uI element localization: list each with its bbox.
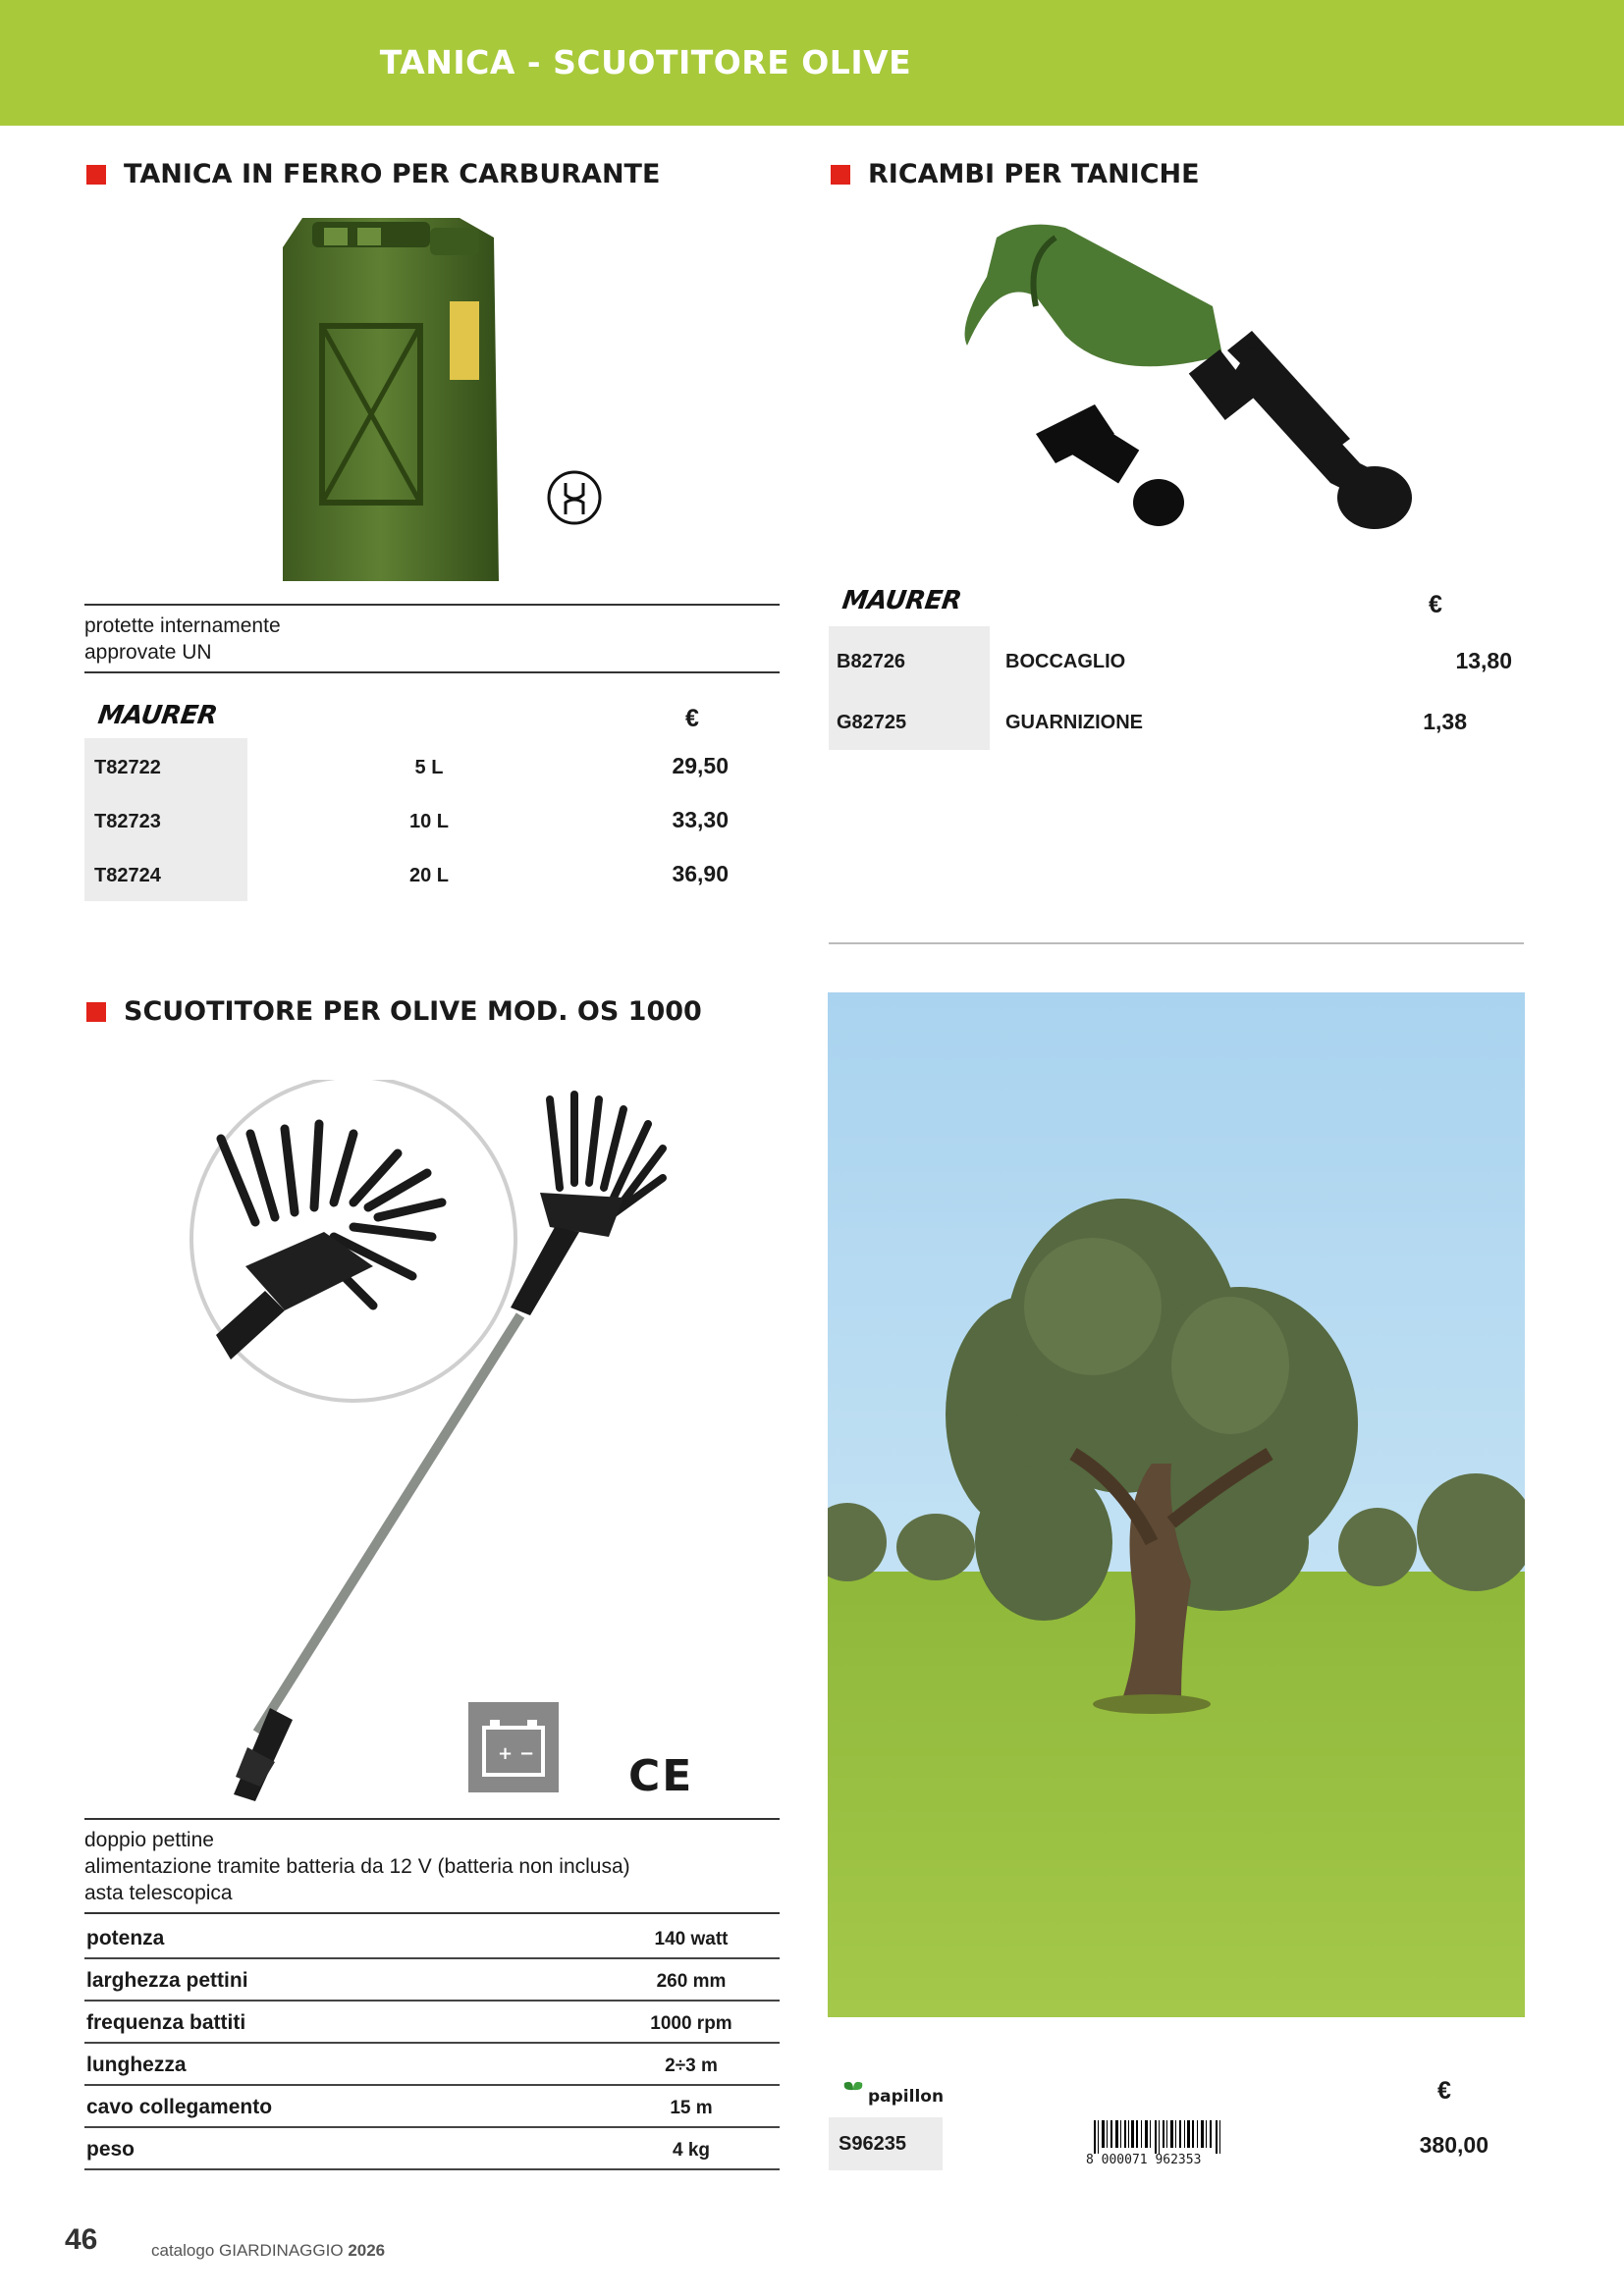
divider [84,604,780,606]
spec-label: potenza [86,1927,165,1949]
spec-value: 140 watt [654,1929,729,1949]
footer-year: 2026 [348,2241,386,2260]
desc-line: protette internamente [84,614,281,637]
barcode-bars-icon [1086,2120,1233,2154]
product-price: 1,38 [1423,709,1467,734]
spec-value: 2÷3 m [665,2056,718,2076]
red-square-icon [831,165,850,185]
tanica-description [84,613,281,666]
currency-symbol: € [685,705,699,732]
spec-label: larghezza pettini [86,1969,248,1992]
desc-line: doppio pettine [84,1829,214,1851]
divider [84,1912,780,1914]
section-title-text: RICAMBI PER TANICHE [868,159,1200,189]
spec-value: 15 m [670,2098,713,2118]
olive-tree-photo [828,992,1525,2017]
barcode-number: 8 000071 962353 [1086,2153,1202,2167]
product-code: T82723 [94,810,161,832]
spec-row [84,2044,780,2086]
barcode [1086,2120,1233,2167]
maurer-logo: MAURER [839,586,963,615]
spec-row [84,1917,780,1959]
footer-catalog-name: catalogo GIARDINAGGIO [151,2241,344,2260]
product-name: BOCCAGLIO [1005,650,1126,672]
product-price: 36,90 [672,861,729,886]
product-code: B82726 [837,650,906,672]
section-divider [829,942,1524,944]
product-size: 5 L [414,756,444,778]
currency-symbol: € [1429,591,1442,618]
desc-line: asta telescopica [84,1882,233,1904]
desc-line: alimentazione tramite batteria da 12 V (batteria non inclusa) [84,1855,630,1878]
svg-text:−: − [519,1743,535,1764]
spec-value: 1000 rpm [650,2013,732,2034]
section-title-scuotitore [86,996,702,1027]
spout-image [957,218,1438,542]
footer-catalog-label [151,2241,385,2261]
product-code: T82724 [94,864,161,886]
divider [84,1818,780,1820]
product-name: GUARNIZIONE [1005,711,1143,733]
spec-value: 260 mm [656,1971,727,1992]
section-title-tanica [86,159,660,189]
product-code: T82722 [94,756,161,778]
spec-label: cavo collegamento [86,2096,273,2118]
product-size: 20 L [408,864,450,886]
product-size: 10 L [408,810,450,832]
page-number: 46 [65,2223,98,2256]
currency-symbol: € [1437,2077,1451,2105]
spec-label: frequenza battiti [86,2011,246,2034]
spec-row [84,2086,780,2128]
product-price: 29,50 [672,753,729,778]
section-title-text: SCUOTITORE PER OLIVE MOD. OS 1000 [124,996,702,1027]
papillon-brand-text: papillon [868,2087,945,2107]
product-code: S96235 [829,2117,943,2170]
jerry-can-image [263,208,528,593]
product-price: 380,00 [1419,2132,1489,2158]
spec-row [84,1959,780,2002]
scuotitore-description [84,1827,630,1906]
un-certification-icon [546,469,603,526]
leaf-icon [842,2079,864,2101]
battery-icon [468,1702,559,1792]
papillon-logo [842,2073,944,2107]
product-price: 33,30 [672,807,729,832]
spec-label: lunghezza [86,2054,187,2076]
spec-value: 4 kg [672,2140,711,2161]
product-code: G82725 [837,711,907,733]
divider [84,671,780,673]
ce-mark-icon: CE [628,1751,694,1801]
product-price: 13,80 [1455,648,1512,673]
spec-label: peso [86,2138,135,2161]
section-title-ricambi [831,159,1200,189]
desc-line: approvate UN [84,641,212,664]
spec-row [84,2002,780,2044]
spec-row [84,2128,780,2170]
red-square-icon [86,165,106,185]
section-title-text: TANICA IN FERRO PER CARBURANTE [124,159,661,189]
red-square-icon [86,1002,106,1022]
svg-text:+: + [498,1743,514,1764]
maurer-logo: MAURER [95,701,219,730]
page-title: TANICA - SCUOTITORE OLIVE [379,43,912,81]
